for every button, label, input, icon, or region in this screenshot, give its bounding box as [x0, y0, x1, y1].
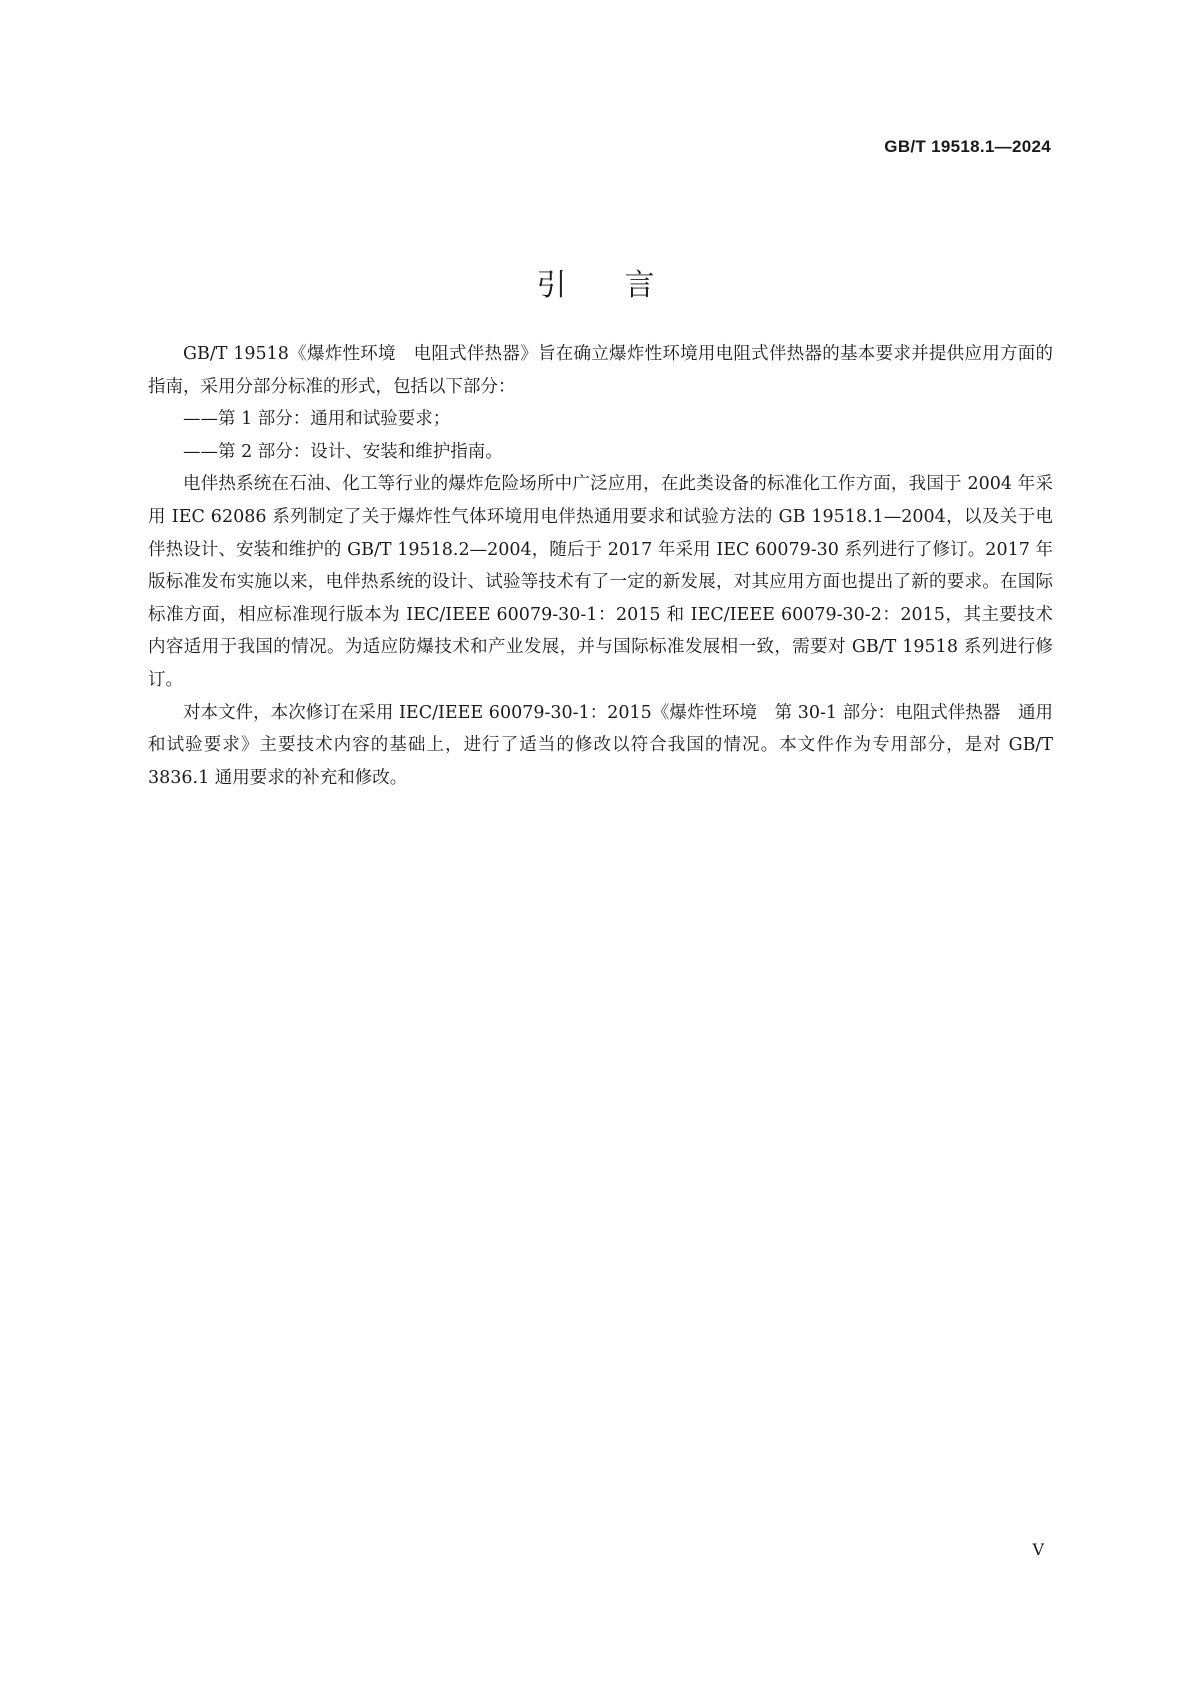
page-title: 引言 [536, 268, 713, 304]
paragraph-background: 电伴热系统在石油、化工等行业的爆炸危险场所中广泛应用，在此类设备的标准化工作方面，我国于 2004 年采用 IEC 62086 系列制定了关于爆炸性气体环境用电伴热通用要求和试验方法的 GB 19518.1—2004，以及关于电伴热设计、安装和维护的 GB/T 19518.2—2004，随后于 2017 年采用 IEC 60079-30 系列进行了修订。2017 年版标准发布实施以来，电伴热系统的设计、试验等技术有了一定的新发展，对其应用方面也提出了新的要求。在国际标准方面，相应标准现行版本为 IEC/IEEE 60079-30-1：2015 和 IEC/IEEE 60079-30-2：2015，其主要技术内容适用于我国的情况。为适应防爆技术和产业发展，并与国际标准发展相一致，需要对 GB/T 19518 系列进行修订。 [148, 474, 1053, 690]
list-item-part-2: ——第 2 部分：设计、安装和维护指南。 [183, 441, 503, 462]
paragraph-intro: GB/T 19518《爆炸性环境 电阻式伴热器》旨在确立爆炸性环境用电阻式伴热器的基本要求并提供应用方面的指南，采用分部分标准的形式，包括以下部分： [148, 344, 1053, 397]
paragraph-revision: 对本文件，本次修订在采用 IEC/IEEE 60079-30-1：2015《爆炸性环境 第 30-1 部分：电阻式伴热器 通用和试验要求》主要技术内容的基础上，进行了适当的修改以符合我国的情况。本文件作为专用部分，是对 GB/T 3836.1 通用要求的补充和修改。 [148, 702, 1053, 788]
list-item-part-1: ——第 1 部分：通用和试验要求； [183, 409, 451, 430]
document-body [148, 338, 1053, 794]
page-number: V [1032, 1540, 1044, 1559]
standard-code: GB/T 19518.1—2024 [884, 137, 1051, 156]
